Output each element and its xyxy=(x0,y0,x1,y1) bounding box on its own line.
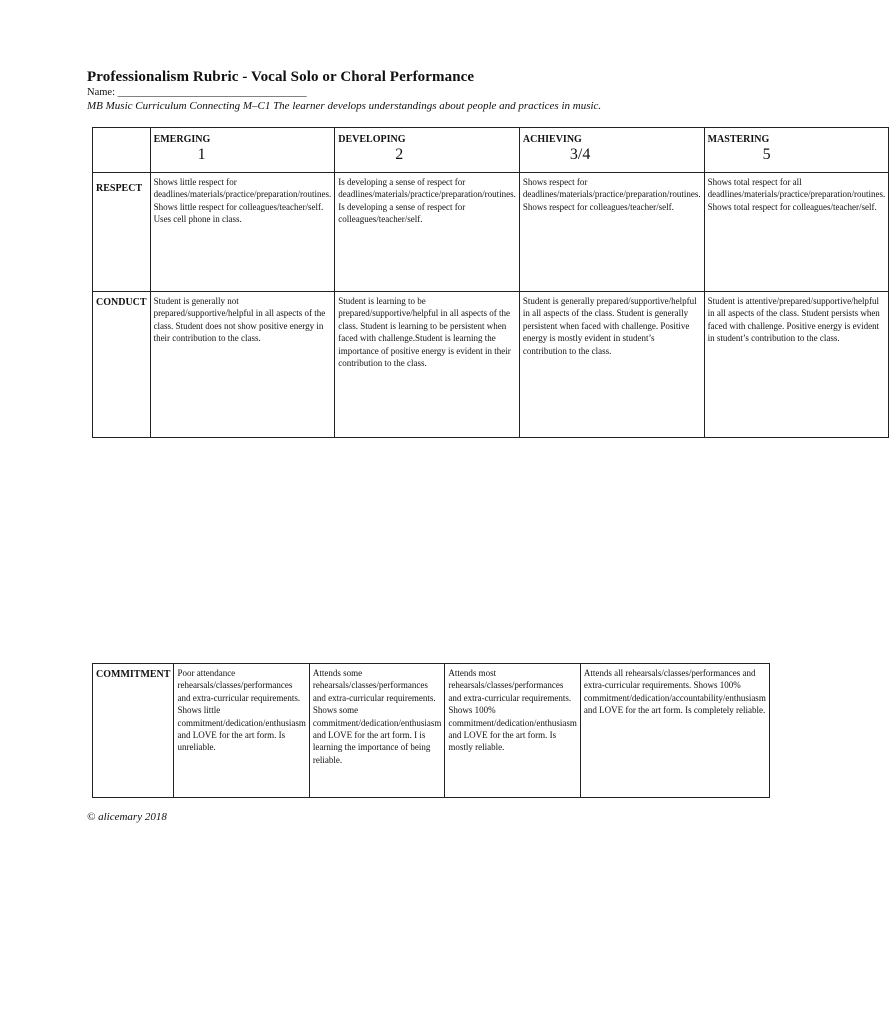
level-header-emerging xyxy=(150,128,335,173)
criterion-label: COMMITMENT xyxy=(93,664,174,798)
level-label: MASTERING xyxy=(707,134,770,145)
descriptor-cell: Is developing a sense of respect for deadlines/materials/practice/preparation/routines. Is developing a sense of respect for colleagues/teacher/self. xyxy=(335,173,520,292)
descriptor-cell: Shows little respect for deadlines/materials/practice/preparation/routines. Shows little respect for colleagues/teacher/self. Uses cell phone in class. xyxy=(150,173,335,292)
copyright-notice: © alicemary 2018 xyxy=(87,811,167,823)
descriptor-cell: Attends all rehearsals/classes/performances and extra-curricular requirements. Shows 100% commitment/dedication/accountability/enthusiasm and LOVE for the art form. Is completely reliable. xyxy=(580,664,769,798)
level-header-achieving xyxy=(519,128,704,173)
rubric-row-respect xyxy=(93,173,889,292)
name-field-line: Name: ____________________________________ xyxy=(87,87,307,98)
descriptor-cell: Student is generally prepared/supportive/helpful in all aspects of the class. Student is generally persistent when faced with challenge. Positive energy is mostly evident in student’s contribution to the class. xyxy=(519,292,704,438)
rubric-row-conduct xyxy=(93,292,889,438)
criterion-label: CONDUCT xyxy=(93,292,151,438)
rubric-row-commitment xyxy=(93,664,770,798)
level-number: 2 xyxy=(395,146,404,163)
level-number: 5 xyxy=(762,146,771,163)
header-corner-cell xyxy=(93,128,151,173)
descriptor-cell: Shows total respect for all deadlines/materials/practice/preparation/routines. Shows total respect for colleagues/teacher/self. xyxy=(704,173,889,292)
descriptor-cell: Student is learning to be prepared/supportive/helpful in all aspects of the class. Student is learning to be persistent when faced with challenge.Student is learning the importance of positive energy is evident in their contribution to the class. xyxy=(335,292,520,438)
document-title: Professionalism Rubric - Vocal Solo or Choral Performance xyxy=(87,69,475,85)
rubric-header-row xyxy=(93,128,889,173)
descriptor-cell: Poor attendance rehearsals/classes/performances and extra-curricular requirements. Shows little commitment/dedication/enthusiasm and LOVE for the art form. Is unreliable. xyxy=(174,664,309,798)
level-label: ACHIEVING xyxy=(522,134,582,145)
level-label: DEVELOPING xyxy=(338,134,406,145)
level-number: 3/4 xyxy=(569,146,591,163)
level-header-mastering xyxy=(704,128,889,173)
descriptor-cell: Shows respect for deadlines/materials/practice/preparation/routines. Shows respect for colleagues/teacher/self. xyxy=(519,173,704,292)
descriptor-cell: Student is attentive/prepared/supportive/helpful in all aspects of the class. Student persists when faced with challenge. Positive energy is evident in student’s contribution to the class. xyxy=(704,292,889,438)
level-header-developing xyxy=(335,128,520,173)
rubric-table xyxy=(92,127,889,438)
criterion-label: RESPECT xyxy=(93,173,151,292)
rubric-table-continued xyxy=(92,663,770,798)
descriptor-cell: Attends most rehearsals/classes/performances and extra-curricular requirements. Shows 100% commitment/dedication/enthusiasm and LOVE for the art form. Is mostly reliable. xyxy=(445,664,580,798)
level-label: EMERGING xyxy=(153,134,211,145)
descriptor-cell: Attends some rehearsals/classes/performances and extra-curricular requirements. Shows some commitment/dedication/enthusiasm and LOVE for the art form. I is learning the importance of being reliable. xyxy=(309,664,444,798)
level-number: 1 xyxy=(197,146,206,163)
curriculum-statement: MB Music Curriculum Connecting M–C1 The learner develops understandings about people and practices in music. xyxy=(87,100,602,112)
descriptor-cell: Student is generally not prepared/supportive/helpful in all aspects of the class. Student does not show positive energy in their contribution to the class. xyxy=(150,292,335,438)
